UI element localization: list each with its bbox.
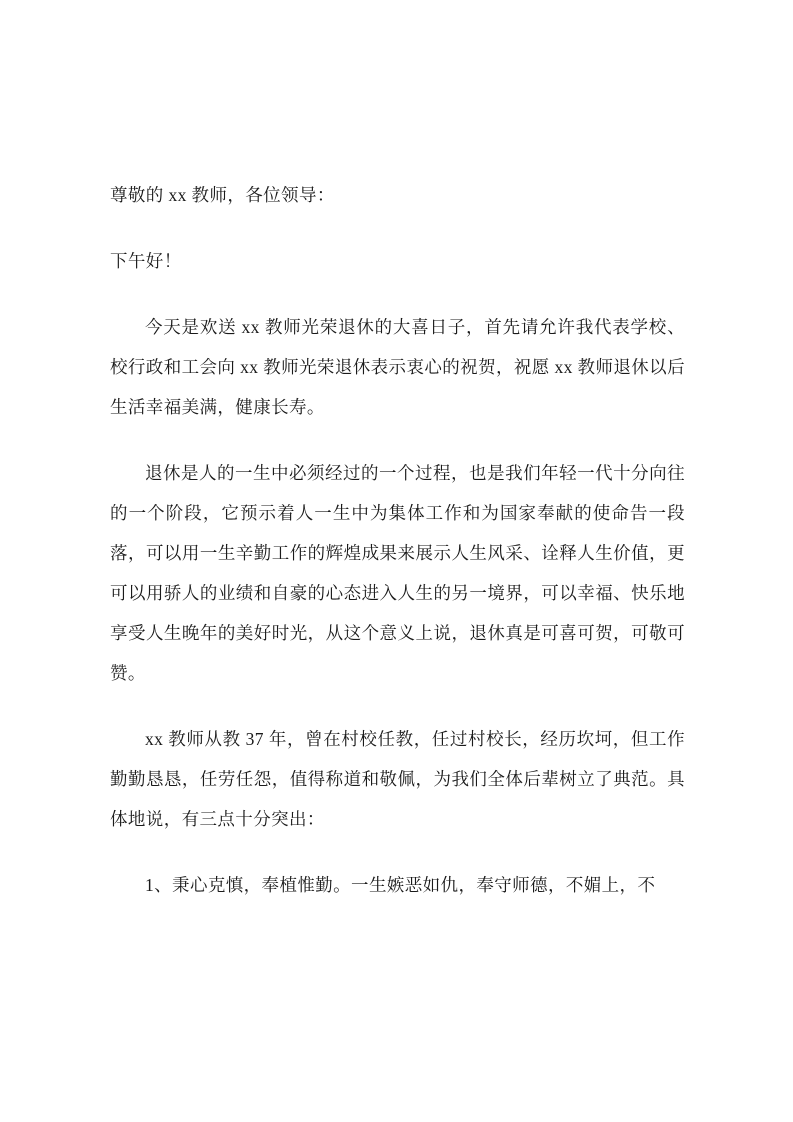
body-paragraph-3: xx 教师从教 37 年，曾在村校任教，任过村校长，经历坎坷，但工作勤勤恳恳，任劳任怨，值得称道和敬佩，为我们全体后辈树立了典范。具体地说，有三点十分突出： xyxy=(110,729,685,829)
body-paragraph-4: 1、秉心克慎，奉植惟勤。一生嫉恶如仇，奉守师德，不媚上，不 xyxy=(145,875,656,895)
document-body xyxy=(110,175,685,931)
body-paragraph-1: 今天是欢送 xx 教师光荣退休的大喜日子，首先请允许我代表学校、校行政和工会向 xx 教师光荣退休表示衷心的祝贺，祝愿 xx 教师退休以后生活幸福美满，健康长寿。 xyxy=(110,317,685,417)
greeting-line: 下午好！ xyxy=(110,251,182,271)
salutation-line: 尊敬的 xx 教师，各位领导： xyxy=(110,185,335,205)
body-paragraph-2: 退休是人的一生中必须经过的一个过程，也是我们年轻一代十分向往的一个阶段，它预示着人一生中为集体工作和为国家奉献的使命告一段落，可以用一生辛勤工作的辉煌成果来展示人生风采、诠释人生价值，更可以用骄人的业绩和自豪的心态进入人生的另一境界，可以幸福、快乐地享受人生晚年的美好时光，从这个意义上说，退休真是可喜可贺，可敬可赞。 xyxy=(110,463,685,683)
